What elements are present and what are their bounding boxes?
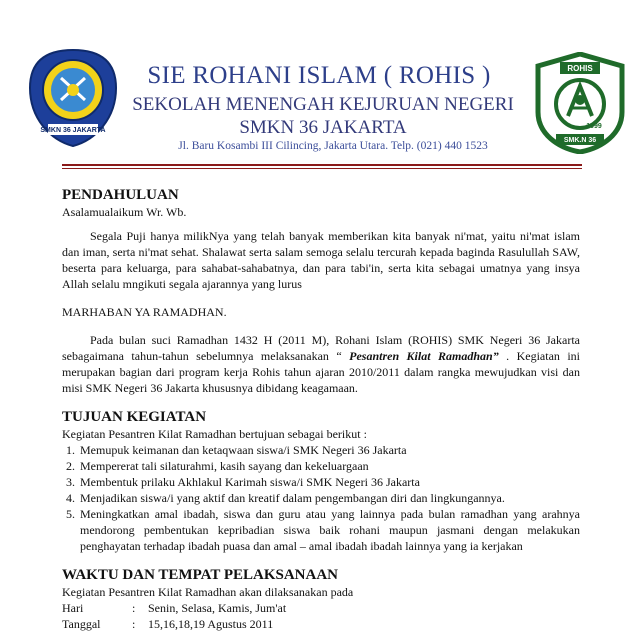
para2-after: . Kegiatan ini merupakan bagian dari program kerja Rohis tahun ajaran 2010/2011 dalam rangka mewujudkan visi dan misi SMK Negeri 36 Jakarta khususnya dibidang keagamaan. — [62, 349, 581, 395]
list-item: 1. Memupuk keimanan dan ketaqwaan siswa/i SMK Negeri 36 Jakarta — [78, 442, 580, 458]
paragraph-event — [62, 332, 580, 396]
schedule-row-day — [62, 600, 580, 616]
marhaban-line: MARHABAN YA RAMADHAN. — [62, 305, 227, 319]
para2-before: Pada bulan suci Ramadhan 1432 H (2011 M), Rohani Islam (ROHIS) SMK Negeri 36 Jakarta sebagaimana tahun-tahun sebelumnya melaksanakan “ — [62, 333, 580, 363]
header-rule-thin — [62, 168, 582, 169]
left-logo-text: SMKN 36 JAKARTA — [40, 127, 106, 134]
school-address: Jl. Baru Kosambi III Cilincing, Jakarta Utara. Telp. (021) 440 1523 — [178, 140, 488, 152]
paragraph-opening: Segala Puji hanya milikNya yang telah banyak memberikan kita banyak ni'mat, yaitu ni'mat islam dan iman, serta ni'mat sehat. Shalawat serta salam semoga selalu tercurah kepada baginda Rasulullah SAW, beserta para keluarga, para sahabat-sahabatnya, dan para tabi'in, serta kita sebagai umatnya yang insya Allah selalu mngikuti segala ajarannya yang lurus — [62, 229, 580, 291]
schedule-sep: : — [132, 617, 136, 631]
section-heading-waktu: WAKTU DAN TEMPAT PELAKSANAAN — [62, 567, 338, 583]
section-heading-tujuan: TUJUAN KEGIATAN — [62, 409, 207, 425]
school-name — [128, 93, 518, 139]
list-item: 3. Membentuk prilaku Akhlakul Karimah siswa/i SMK Negeri 36 Jakarta — [78, 474, 580, 490]
header-rule — [62, 164, 582, 166]
greeting: Asalamualaikum Wr. Wb. — [62, 205, 187, 219]
list-item: 2. Mempererat tali silaturahmi, kasih sayang dan kekeluargaan — [78, 458, 580, 474]
right-logo-year: 1999 — [586, 123, 602, 130]
tujuan-intro: Kegiatan Pesantren Kilat Ramadhan bertujuan sebagai berikut : — [62, 427, 367, 441]
schedule-sep: : — [132, 601, 136, 615]
school-line-1: SEKOLAH MENENGAH KEJURUAN NEGERI — [132, 94, 514, 115]
document-body — [62, 186, 580, 632]
schedule-label: Tanggal — [62, 617, 101, 631]
list-item: 4. Menjadikan siswa/i yang aktif dan kreatif dalam pengembangan diri dan lingkungannya. — [78, 490, 580, 506]
right-logo-top: ROHIS — [567, 64, 593, 73]
goals-list — [62, 442, 580, 554]
schedule-value: 15,16,18,19 Agustus 2011 — [148, 617, 274, 631]
list-item: 5. Meningkatkan amal ibadah, siswa dan guru atau yang lainnya pada bulan ramadhan yang arahnya mendorong pembentukan kepribadian siswa baik rohani maupun jasmani dengan melakukan penghayatan terhadap ibadah puasa dan amal – amal ibadah ibadah lainnya yang ia kerjakan — [78, 506, 580, 554]
organization-title: SIE ROHANI ISLAM ( ROHIS ) — [147, 62, 491, 89]
school-line-2: SMKN 36 JAKARTA — [239, 117, 407, 138]
section-heading-pendahuluan: PENDAHULUAN — [62, 187, 179, 203]
schedule-label: Hari — [62, 601, 84, 615]
waktu-intro: Kegiatan Pesantren Kilat Ramadhan akan dilaksanakan pada — [62, 585, 354, 599]
right-logo-bottom: SMK.N 36 — [563, 137, 597, 144]
schedule-value: Senin, Selasa, Kamis, Jum'at — [148, 601, 287, 615]
event-name: Pesantren Kilat Ramadhan” — [341, 349, 499, 363]
